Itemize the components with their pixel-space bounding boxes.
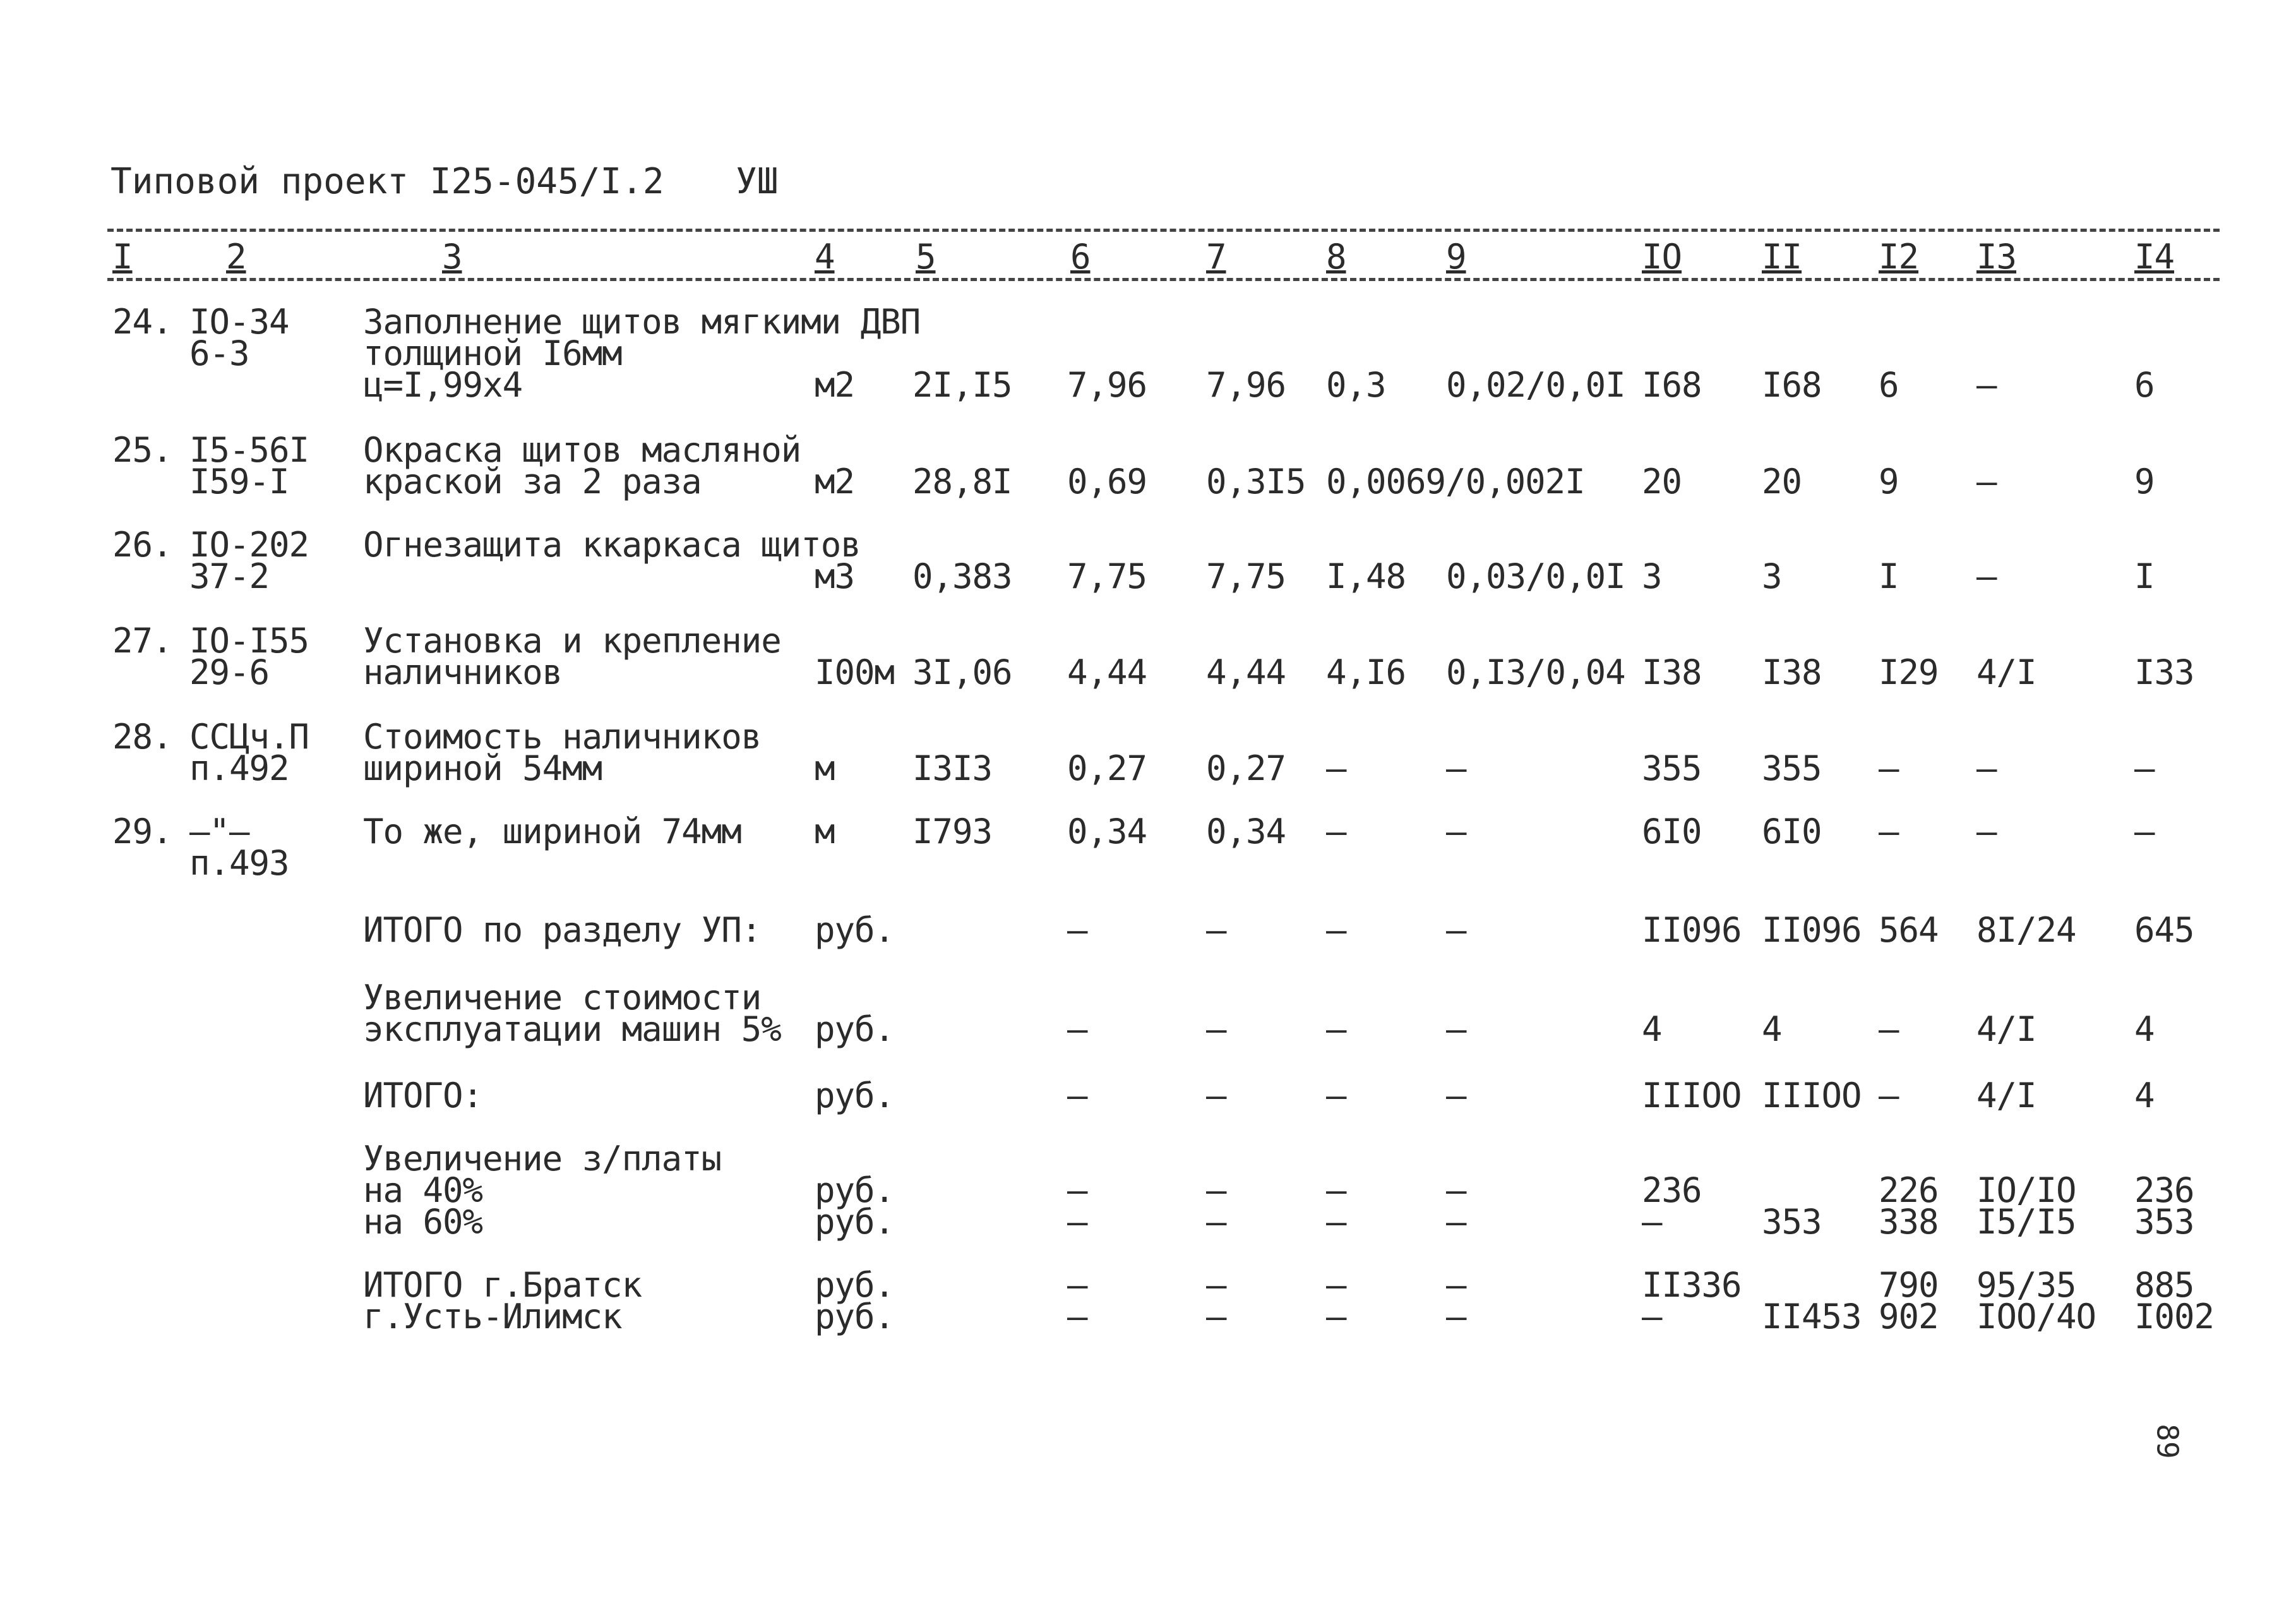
total-c9: – (1446, 1265, 1466, 1305)
cell-col13: – (1976, 556, 1997, 596)
cell-col9: 0,03/0,0I (1446, 556, 1625, 596)
total-c6: – (1067, 1170, 1087, 1210)
cell-col7: 0,34 (1206, 812, 1286, 851)
cell-col7: 4,44 (1206, 652, 1286, 692)
unit: руб. (815, 1265, 895, 1305)
unit: руб. (815, 910, 895, 950)
cell-col13: – (1976, 462, 1997, 501)
cell-col7: 0,3I5 (1206, 462, 1306, 501)
work-description: То же, шириной 74мм (363, 812, 741, 851)
unit: руб. (815, 1076, 895, 1115)
cell-col14: 6 (2134, 365, 2155, 405)
total-c10: II336 (1642, 1265, 1742, 1305)
table-header-rule (107, 278, 2220, 281)
total-c14: I002 (2134, 1297, 2215, 1336)
total-c8: – (1326, 1076, 1346, 1115)
total-c9: – (1446, 1202, 1466, 1242)
cell-col6: 4,44 (1067, 652, 1147, 692)
cell-col11: I68 (1762, 365, 1822, 405)
total-c12: 226 (1879, 1170, 1939, 1210)
norm-code: 37-2 (189, 556, 270, 596)
norm-code: п.492 (189, 748, 289, 788)
total-c9: – (1446, 1170, 1466, 1210)
total-c7: – (1206, 1076, 1226, 1115)
total-c7: – (1206, 1297, 1226, 1336)
norm-code: –"– (189, 812, 249, 851)
total-c10: 236 (1642, 1170, 1702, 1210)
total-c10: – (1642, 1297, 1662, 1336)
total-c14: 645 (2134, 910, 2194, 950)
cell-col12: I (1879, 556, 1899, 596)
unit-cost: I3I3 (912, 748, 993, 788)
total-c9: – (1446, 910, 1466, 950)
cell-col10: 355 (1642, 748, 1702, 788)
total-label: ИТОГО г.Братск (363, 1265, 642, 1305)
cell-col11: 3 (1762, 556, 1782, 596)
column-number: II (1762, 237, 1802, 277)
column-number: IO (1642, 237, 1682, 277)
work-description: Установка и крепление (363, 621, 781, 661)
table-top-rule (107, 229, 2220, 232)
total-c10: II096 (1642, 910, 1742, 950)
total-c10: – (1642, 1202, 1662, 1242)
cell-col10: 3 (1642, 556, 1662, 596)
total-c8: – (1326, 1170, 1346, 1210)
unit-cost: I793 (912, 812, 993, 851)
work-description: Заполнение щитов мягкими ДВП (363, 302, 921, 342)
work-description: толщиной I6мм (363, 333, 622, 373)
total-c7: – (1206, 1170, 1226, 1210)
column-number: 2 (226, 237, 246, 277)
cell-col9: 0,I3/0,04 (1446, 652, 1625, 692)
cell-col13: – (1976, 365, 1997, 405)
column-number: 7 (1206, 237, 1226, 277)
cell-col14: – (2134, 748, 2155, 788)
cell-col6: 0,27 (1067, 748, 1147, 788)
work-description: Окраска щитов масляной (363, 430, 801, 470)
total-c6: – (1067, 1297, 1087, 1336)
total-c13: 4/I (1976, 1009, 2036, 1049)
norm-code: 29-6 (189, 652, 270, 692)
total-c8: – (1326, 910, 1346, 950)
cell-col12: – (1879, 748, 1899, 788)
cell-col8: 0,3 (1326, 365, 1386, 405)
total-label: эксплуатации машин 5% (363, 1009, 781, 1049)
unit: м3 (815, 556, 855, 596)
work-description: краской за 2 раза (363, 462, 702, 501)
cell-col6: 7,96 (1067, 365, 1147, 405)
cell-col8: – (1326, 748, 1346, 788)
total-label: ИТОГО: (363, 1076, 483, 1115)
total-c12: 902 (1879, 1297, 1939, 1336)
cell-col8: 4,I6 (1326, 652, 1406, 692)
norm-code: ССЦч.П (189, 717, 309, 757)
total-label: на 60% (363, 1202, 483, 1242)
cell-col8: – (1326, 812, 1346, 851)
unit: руб. (815, 1297, 895, 1336)
unit: м (815, 748, 835, 788)
row-number: 25. (112, 430, 172, 470)
unit: м2 (815, 365, 855, 405)
unit-cost: 3I,06 (912, 652, 1012, 692)
total-c13: 95/35 (1976, 1265, 2076, 1305)
total-c8: – (1326, 1202, 1346, 1242)
cell-col13: – (1976, 812, 1997, 851)
cell-col14: 9 (2134, 462, 2155, 501)
total-c7: – (1206, 910, 1226, 950)
column-number: 5 (916, 237, 936, 277)
total-label: Увеличение стоимости (363, 978, 762, 1018)
cell-col14: I33 (2134, 652, 2194, 692)
total-label: на 40% (363, 1170, 483, 1210)
cell-col7: 0,27 (1206, 748, 1286, 788)
cell-col7: 7,75 (1206, 556, 1286, 596)
total-c9: – (1446, 1009, 1466, 1049)
total-c14: 4 (2134, 1009, 2155, 1049)
total-c7: – (1206, 1265, 1226, 1305)
total-c12: – (1879, 1009, 1899, 1049)
cell-col13: – (1976, 748, 1997, 788)
cell-col12: 9 (1879, 462, 1899, 501)
norm-code: I59-I (189, 462, 289, 501)
column-number: 8 (1326, 237, 1346, 277)
row-number: 24. (112, 302, 172, 342)
cell-col8: I,48 (1326, 556, 1406, 596)
total-label: г.Усть-Илимск (363, 1297, 622, 1336)
column-number: I (112, 237, 133, 277)
norm-code: 6-3 (189, 333, 249, 373)
total-label: Увеличение з/платы (363, 1139, 722, 1179)
cell-col11: 355 (1762, 748, 1822, 788)
cell-col6: 0,34 (1067, 812, 1147, 851)
row-number: 28. (112, 717, 172, 757)
cell-col11: I38 (1762, 652, 1822, 692)
total-c14: 4 (2134, 1076, 2155, 1115)
total-c13: 8I/24 (1976, 910, 2076, 950)
total-c12: 790 (1879, 1265, 1939, 1305)
unit: руб. (815, 1202, 895, 1242)
total-c9: – (1446, 1076, 1466, 1115)
column-number: I3 (1976, 237, 2017, 277)
cell-col11: 6I0 (1762, 812, 1822, 851)
cell-col10: 20 (1642, 462, 1682, 501)
total-c14: 353 (2134, 1202, 2194, 1242)
total-c11: II096 (1762, 910, 1862, 950)
total-c12: – (1879, 1076, 1899, 1115)
work-description: шириной 54мм (363, 748, 602, 788)
cell-col10: I68 (1642, 365, 1702, 405)
page-number: 89 (2150, 1424, 2185, 1459)
cell-col7: 7,96 (1206, 365, 1286, 405)
total-c6: – (1067, 1265, 1087, 1305)
total-c13: IO/IO (1976, 1170, 2076, 1210)
column-number: 3 (442, 237, 462, 277)
cell-col10: I38 (1642, 652, 1702, 692)
column-number: 9 (1446, 237, 1466, 277)
cell-col6: 0,69 (1067, 462, 1147, 501)
total-c11: II453 (1762, 1297, 1862, 1336)
unit-cost: 2I,I5 (912, 365, 1012, 405)
norm-code: IO-34 (189, 302, 289, 342)
cell-col8: 0,0069/0,002I (1326, 462, 1585, 501)
norm-code: IO-202 (189, 525, 309, 565)
cell-col9: – (1446, 812, 1466, 851)
row-number: 26. (112, 525, 172, 565)
cell-col12: 6 (1879, 365, 1899, 405)
total-c6: – (1067, 1076, 1087, 1115)
total-c12: 564 (1879, 910, 1939, 950)
unit: руб. (815, 1009, 895, 1049)
cell-col9: 0,02/0,0I (1446, 365, 1625, 405)
cell-col11: 20 (1762, 462, 1802, 501)
norm-code: IO-I55 (189, 621, 309, 661)
total-c13: 4/I (1976, 1076, 2036, 1115)
total-c7: – (1206, 1202, 1226, 1242)
total-c14: 236 (2134, 1170, 2194, 1210)
column-number: 6 (1070, 237, 1091, 277)
cell-col6: 7,75 (1067, 556, 1147, 596)
unit-cost: 28,8I (912, 462, 1012, 501)
norm-code: I5-56I (189, 430, 309, 470)
total-c12: 338 (1879, 1202, 1939, 1242)
row-number: 29. (112, 812, 172, 851)
total-c6: – (1067, 1009, 1087, 1049)
column-number: I2 (1879, 237, 1919, 277)
total-c7: – (1206, 1009, 1226, 1049)
column-number: 4 (815, 237, 835, 277)
total-c10: IIIOO (1642, 1076, 1742, 1115)
total-c10: 4 (1642, 1009, 1662, 1049)
total-c6: – (1067, 1202, 1087, 1242)
cell-col13: 4/I (1976, 652, 2036, 692)
cell-col9: – (1446, 748, 1466, 788)
total-c13: I5/I5 (1976, 1202, 2076, 1242)
unit-cost: 0,383 (912, 556, 1012, 596)
total-c6: – (1067, 910, 1087, 950)
total-c11: 353 (1762, 1202, 1822, 1242)
total-c11: IIIOO (1762, 1076, 1862, 1115)
total-label: ИТОГО по разделу УП: (363, 910, 762, 950)
document-title: Типовой проект I25-045/I.2 (111, 161, 664, 202)
norm-code: п.493 (189, 843, 289, 883)
total-c8: – (1326, 1265, 1346, 1305)
section-number: УШ (736, 161, 779, 202)
work-description: ц=I,99х4 (363, 365, 523, 405)
unit: I00м (815, 652, 895, 692)
work-description: наличников (363, 652, 563, 692)
row-number: 27. (112, 621, 172, 661)
unit: м2 (815, 462, 855, 501)
total-c13: IOO/4O (1976, 1297, 2096, 1336)
total-c8: – (1326, 1297, 1346, 1336)
total-c8: – (1326, 1009, 1346, 1049)
cell-col14: – (2134, 812, 2155, 851)
cell-col12: – (1879, 812, 1899, 851)
work-description: Огнезащита ккаркаса щитов (363, 525, 861, 565)
total-c11: 4 (1762, 1009, 1782, 1049)
cell-col10: 6I0 (1642, 812, 1702, 851)
unit: м (815, 812, 835, 851)
cell-col14: I (2134, 556, 2155, 596)
unit: руб. (815, 1170, 895, 1210)
work-description: Стоимость наличников (363, 717, 762, 757)
total-c9: – (1446, 1297, 1466, 1336)
total-c14: 885 (2134, 1265, 2194, 1305)
cell-col12: I29 (1879, 652, 1939, 692)
column-number: I4 (2134, 237, 2175, 277)
